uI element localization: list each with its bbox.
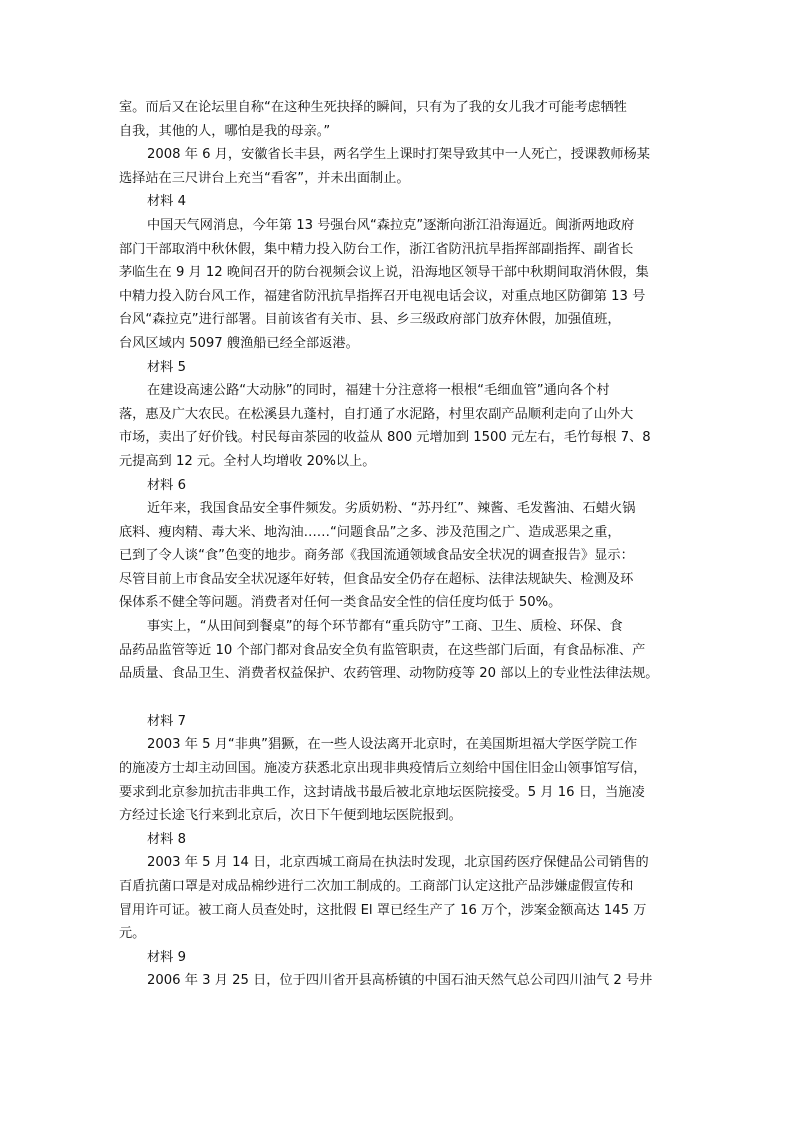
paragraph <box>119 143 681 190</box>
text-line: 落，惠及广大农民。在松溪县九蓬村，自打通了水泥路，村里农副产品顺利走向了山外大 <box>119 406 634 422</box>
text-line: 尽管目前上市食品安全状况逐年好转，但食品安全仍存在超标、法律法规缺失、检测及环 <box>119 571 634 587</box>
paragraph <box>119 379 681 473</box>
material-heading: 材料 8 <box>147 831 186 847</box>
text-line: 台风区域内 5097 艘渔船已经全部返港。 <box>119 335 359 351</box>
text-line: 部门干部取消中秋休假，集中精力投入防台工作，浙江省防汛抗旱指挥部副指挥、副省长 <box>119 241 634 257</box>
text-line: 品质量、食品卫生、消费者权益保护、农药管理、动物防疫等 20 部以上的专业性法律法规。 <box>119 666 659 682</box>
material-heading: 材料 4 <box>147 194 186 210</box>
text-line: 元。 <box>119 926 146 942</box>
text-line: 事实上，“从田间到餐桌”的每个环节都有“重兵防守”工商、卫生、质检、环保、食 <box>147 619 623 635</box>
text-line: 室。而后又在论坛里自称“在这种生死抉择的瞬间，只有为了我的女儿我才可能考虑牺牲 <box>119 100 627 115</box>
paragraph <box>119 851 681 945</box>
text-line: 2008 年 6 月，安徽省长丰县，两名学生上课时打架导致其中一人死亡，授课教师杨某 <box>147 147 650 163</box>
text-line: 元提高到 12 元。全村人均增收 20%以上。 <box>119 453 376 469</box>
text-line: 选择站在三尺讲台上充当“看客”，并未出面制止。 <box>119 170 410 186</box>
text-line: 品药品监管等近 10 个部门都对食品安全负有监管职责，在这些部门后面，有食品标准、产 <box>119 642 646 658</box>
text-line: 2003 年 5 月“非典”猖獗，在一些人设法离开北京时，在美国斯坦福大学医学院工作 <box>147 737 638 753</box>
text-line: 中精力投入防台风工作，福建省防汛抗旱指挥召开电视电话会议，对重点地区防御第 13 号 <box>119 288 646 304</box>
text-line: 的施凌方士却主动回国。施凌方获悉北京出现非典疫情后立刻给中国住旧金山领事馆写信， <box>119 761 647 777</box>
paragraph <box>119 96 681 143</box>
text-line: 方经过长途飞行来到北京后，次日下午便到地坛医院报到。 <box>119 808 462 824</box>
blank-line <box>119 686 681 710</box>
text-line: 茅临生在 9 月 12 晚间召开的防台视频会议上说，沿海地区领导干部中秋期间取消休假，集 <box>119 265 649 281</box>
text-line: 要求到北京参加抗击非典工作，这封请战书最后被北京地坛医院接受。5 月 16 日，当施凌 <box>119 784 645 800</box>
document-page <box>119 96 681 993</box>
text-line: 中国天气网消息，今年第 13 号强台风“森拉克”逐渐向浙江沿海逼近。闽浙两地政府 <box>147 217 635 233</box>
material-heading: 材料 9 <box>147 949 186 965</box>
text-line: 市场，卖出了好价钱。村民每亩茶园的收益从 800 元增加到 1500 元左右，毛竹每根 7、8 <box>119 430 651 446</box>
text-line: 台风“森拉克”进行部署。目前该省有关市、县、乡三级政府部门放弃休假，加强值班， <box>119 312 621 328</box>
paragraph <box>119 615 681 686</box>
text-line: 保体系不健全等问题。消费者对任何一类食品安全性的信任度均低于 50%。 <box>119 595 562 611</box>
text-line: 在建设高速公路“大动脉”的同时，福建十分注意将一根根“毛细血管”通向各个村 <box>147 383 610 399</box>
text-line: 近年来，我国食品安全事件频发。劣质奶粉、“苏丹红”、辣酱、毛发酱油、石蜡火锅 <box>147 501 636 517</box>
paragraph <box>119 497 681 615</box>
text-line: 2006 年 3 月 25 日，位于四川省开县高桥镇的中国石油天然气总公司四川油气 2 号井 <box>147 973 653 989</box>
material-heading: 材料 7 <box>147 713 186 729</box>
text-line: 冒用许可证。被工商人员查处时，这批假 El 罩已经生产了 16 万个，涉案金额高达 145 万 <box>119 902 647 918</box>
material-heading: 材料 5 <box>147 359 186 375</box>
paragraph <box>119 733 681 827</box>
paragraph <box>119 214 681 356</box>
material-heading: 材料 6 <box>147 477 186 493</box>
text-line: 底料、瘦肉精、毒大米、地沟油……“问题食品”之多、涉及范围之广、造成恶果之重， <box>119 524 621 540</box>
text-line: 自我，其他的人，哪怕是我的母亲。” <box>119 123 331 139</box>
text-line: 已到了令人谈“食”色变的地步。商务部《我国流通领域食品安全状况的调查报告》显示： <box>119 548 634 564</box>
text-line: 2003 年 5 月 14 日，北京西城工商局在执法时发现，北京国药医疗保健品公司销售的 <box>147 855 649 871</box>
text-line: 百盾抗菌口罩是对成品棉纱进行二次加工制成的。工商部门认定这批产品涉嫌虚假宣传和 <box>119 879 634 894</box>
paragraph <box>119 969 681 993</box>
